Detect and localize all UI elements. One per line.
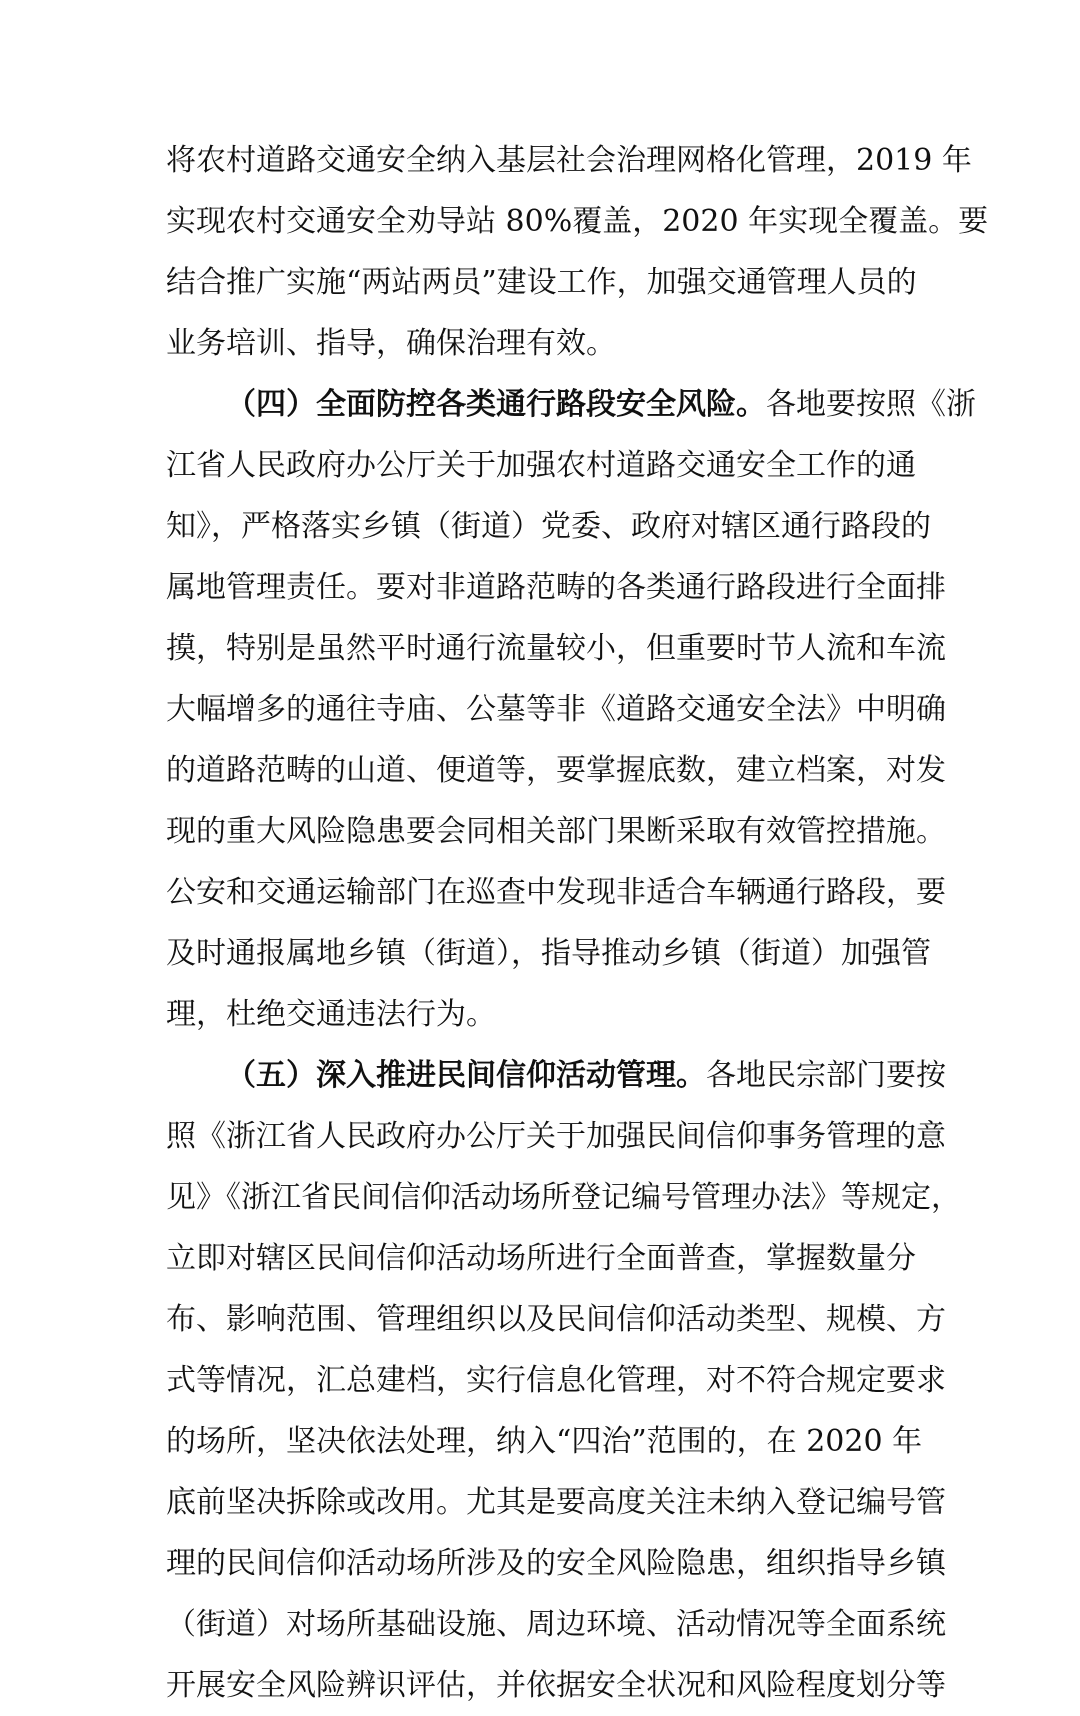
text-line: 立即对辖区民间信仰活动场所进行全面普查，掌握数量分 xyxy=(166,1241,916,1276)
text-line: 照《浙江省人民政府办公厅关于加强民间信仰事务管理的意 xyxy=(166,1119,946,1154)
text-line: 理，杜绝交通违法行为。 xyxy=(166,997,496,1032)
text-line: 属地管理责任。要对非道路范畴的各类通行路段进行全面排 xyxy=(166,570,946,605)
text-line: 摸，特别是虽然平时通行流量较小，但重要时节人流和车流 xyxy=(166,631,946,666)
text-line: 现的重大风险隐患要会同相关部门果断采取有效管控措施。 xyxy=(166,814,946,849)
text-line: 大幅增多的通往寺庙、公墓等非《道路交通安全法》中明确 xyxy=(166,692,946,727)
text-line: 见》《浙江省民间信仰活动场所登记编号管理办法》等规定， xyxy=(166,1180,961,1215)
document-body xyxy=(166,130,989,1716)
text-line: 江省人民政府办公厅关于加强农村道路交通安全工作的通 xyxy=(166,448,916,483)
text-line: 理的民间信仰活动场所涉及的安全风险隐患，组织指导乡镇 xyxy=(166,1546,946,1581)
text-line: 及时通报属地乡镇（街道），指导推动乡镇（街道）加强管 xyxy=(166,936,931,971)
text-line: 的道路范畴的山道、便道等，要掌握底数，建立档案，对发 xyxy=(166,753,946,788)
text-line: 业务培训、指导，确保治理有效。 xyxy=(166,326,616,361)
text-line: 知》，严格落实乡镇（街道）党委、政府对辖区通行路段的 xyxy=(166,509,931,544)
paragraph-road-section-risk xyxy=(166,374,976,1045)
text-line: 开展安全风险辨识评估，并依据安全状况和风险程度划分等 xyxy=(166,1668,946,1703)
text-line: 底前坚决拆除或改用。尤其是要高度关注未纳入登记编号管 xyxy=(166,1485,946,1520)
text-line: 实现农村交通安全劝导站 80%覆盖，2020 年实现全覆盖。要 xyxy=(166,204,989,239)
section-heading-four: （四）全面防控各类通行路段安全风险。 xyxy=(226,387,766,422)
text-line: 结合推广实施“两站两员”建设工作，加强交通管理人员的 xyxy=(166,265,917,300)
text-run: 各地民宗部门要按 xyxy=(706,1058,946,1093)
paragraph-first-line xyxy=(166,374,976,435)
text-line: 式等情况，汇总建档，实行信息化管理，对不符合规定要求 xyxy=(166,1363,946,1398)
section-heading-five: （五）深入推进民间信仰活动管理。 xyxy=(226,1058,706,1093)
paragraph-folk-belief-management xyxy=(166,1045,961,1716)
text-line: 的场所，坚决依法处理，纳入“四治”范围的，在 2020 年 xyxy=(166,1424,923,1459)
text-line: 布、影响范围、管理组织以及民间信仰活动类型、规模、方 xyxy=(166,1302,946,1337)
text-run: 各地要按照《浙 xyxy=(766,387,976,422)
text-line: 公安和交通运输部门在巡查中发现非适合车辆通行路段，要 xyxy=(166,875,946,910)
text-line: （街道）对场所基础设施、周边环境、活动情况等全面系统 xyxy=(166,1607,946,1642)
paragraph-first-line xyxy=(166,1045,946,1106)
paragraph-rural-road-safety xyxy=(166,130,989,374)
text-line: 将农村道路交通安全纳入基层社会治理网格化管理，2019 年 xyxy=(166,143,972,178)
